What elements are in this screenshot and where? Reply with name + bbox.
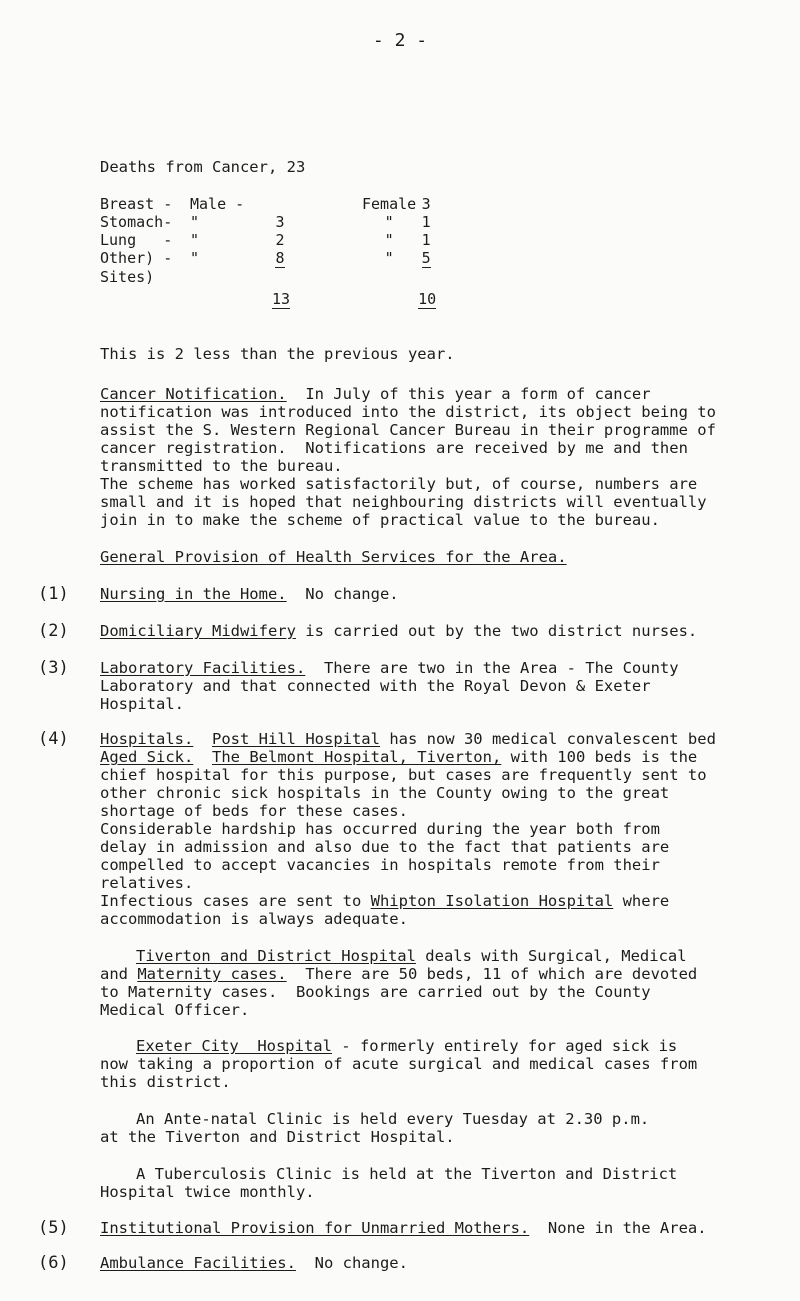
cancer-notification-title: Cancer Notification.: [100, 385, 287, 403]
cancer-deaths-table: [100, 195, 460, 309]
body-line: Aged Sick. The Belmont Hospital, Tiverton, with 100 beds is the: [100, 748, 698, 766]
male-value-cell: [270, 268, 290, 286]
table-row: [100, 249, 460, 268]
female-total-cell: 10: [418, 290, 437, 308]
body-line: Tiverton and District Hospital deals with Surgical, Medical: [136, 947, 687, 965]
body-line: Hospital.: [100, 695, 184, 713]
body-line: compelled to accept vacancies in hospitals remote from their: [100, 856, 660, 874]
male-value-cell: [270, 195, 290, 213]
site-cell: Sites): [100, 268, 155, 286]
item-laboratory: Laboratory Facilities. There are two in the Area - The County: [100, 659, 679, 677]
spacer-cell: [436, 286, 460, 309]
body-line: this district.: [100, 1073, 231, 1091]
body-line: Hospital twice monthly.: [100, 1183, 315, 1201]
female-label-cell: Female: [362, 195, 417, 213]
spacer-cell: [436, 213, 460, 231]
item-number: (5): [38, 1218, 69, 1238]
site-cell: Other) -: [100, 249, 173, 267]
body-line: and Maternity cases. There are 50 beds, 11 of which are devoted: [100, 965, 698, 983]
body-line: shortage of beds for these cases.: [100, 802, 408, 820]
table-row: [100, 213, 460, 231]
item-number: (1): [38, 584, 69, 604]
item-hospitals: Hospitals. Post Hill Hospital has now 30 medical convalescent bed: [100, 730, 716, 748]
female-value-cell: 3: [421, 195, 431, 213]
body-line: at the Tiverton and District Hospital.: [100, 1128, 455, 1146]
item-number: (2): [38, 621, 69, 641]
cancer-notification-line: assist the S. Western Regional Cancer Bureau in their programme of: [100, 421, 716, 439]
spacer-cell: [436, 195, 460, 213]
spacer-cell: [290, 213, 362, 231]
male-value-cell: 8: [275, 249, 285, 267]
site-cell: Lung -: [100, 231, 173, 249]
table-row: [100, 268, 460, 286]
deaths-heading: Deaths from Cancer, 23: [100, 158, 306, 176]
female-label-cell: ": [384, 213, 394, 231]
table-row: [100, 231, 460, 249]
body-line: delay in admission and also due to the fact that patients are: [100, 838, 670, 856]
male-label-cell: ": [190, 231, 200, 249]
body-line: accommodation is always adequate.: [100, 910, 408, 928]
spacer-cell: [290, 195, 362, 213]
cancer-notification-line: The scheme has worked satisfactorily but, of course, numbers are: [100, 475, 698, 493]
totals-row: [100, 286, 460, 309]
spacer-cell: [100, 286, 190, 309]
item-number: (4): [38, 729, 69, 749]
cancer-notification-line: Cancer Notification. In July of this year a form of cancer: [100, 385, 651, 403]
male-label-cell: ": [190, 213, 200, 231]
cancer-notification-line: join in to make the scheme of practical value to the bureau.: [100, 511, 660, 529]
female-value-cell: [416, 268, 436, 286]
female-label-cell: ": [384, 231, 394, 249]
spacer-cell: [290, 231, 362, 249]
item-nursing: Nursing in the Home. No change.: [100, 585, 399, 603]
female-label-cell: ": [384, 249, 394, 267]
male-label-cell: [190, 268, 270, 286]
general-provision-heading: General Provision of Health Services for the Area.: [100, 548, 567, 566]
male-label-cell: Male -: [190, 195, 245, 213]
spacer-cell: [290, 268, 362, 286]
body-line: other chronic sick hospitals in the County owing to the great: [100, 784, 670, 802]
male-label-cell: ": [190, 249, 200, 267]
table-row: [100, 195, 460, 213]
body-line: Infectious cases are sent to Whipton Isolation Hospital where: [100, 892, 670, 910]
cancer-notification-line: small and it is hoped that neighbouring districts will eventually: [100, 493, 707, 511]
body-line: Medical Officer.: [100, 1001, 250, 1019]
item-number: (6): [38, 1253, 69, 1273]
body-line: Exeter City Hospital - formerly entirely for aged sick is: [136, 1037, 678, 1055]
body-line: Considerable hardship has occurred during the year both from: [100, 820, 660, 838]
body-line: chief hospital for this purpose, but cases are frequently sent to: [100, 766, 707, 784]
site-cell: Stomach-: [100, 213, 173, 231]
cancer-notification-line: notification was introduced into the district, its object being to: [100, 403, 716, 421]
female-value-cell: 5: [421, 249, 431, 267]
male-value-cell: 3: [275, 213, 285, 231]
body-line: now taking a proportion of acute surgical and medical cases from: [100, 1055, 698, 1073]
item-unmarried-mothers: Institutional Provision for Unmarried Mothers. None in the Area.: [100, 1219, 707, 1237]
comparison-note: This is 2 less than the previous year.: [100, 345, 455, 363]
spacer-cell: [290, 286, 362, 309]
male-total-cell: 13: [271, 290, 290, 308]
body-line: to Maternity cases. Bookings are carried out by the County: [100, 983, 651, 1001]
site-cell: Breast -: [100, 195, 173, 213]
spacer-cell: [436, 231, 460, 249]
item-number: (3): [38, 658, 69, 678]
cancer-notification-line: cancer registration. Notifications are received by me and then: [100, 439, 688, 457]
spacer-cell: [290, 249, 362, 268]
item-midwifery: Domiciliary Midwifery is carried out by the two district nurses.: [100, 622, 698, 640]
body-line: An Ante-natal Clinic is held every Tuesday at 2.30 p.m.: [136, 1110, 650, 1128]
item-ambulance: Ambulance Facilities. No change.: [100, 1254, 408, 1272]
body-line: Laboratory and that connected with the Royal Devon & Exeter: [100, 677, 651, 695]
body-line: A Tuberculosis Clinic is held at the Tiverton and District: [136, 1165, 678, 1183]
cancer-notification-line: transmitted to the bureau.: [100, 457, 343, 475]
spacer-cell: [436, 268, 460, 286]
male-value-cell: 2: [275, 231, 285, 249]
page-number: - 2 -: [372, 30, 428, 51]
female-value-cell: 1: [421, 213, 431, 231]
female-label-cell: [362, 268, 416, 286]
spacer-cell: [436, 249, 460, 268]
body-line: relatives.: [100, 874, 194, 892]
female-value-cell: 1: [421, 231, 431, 249]
